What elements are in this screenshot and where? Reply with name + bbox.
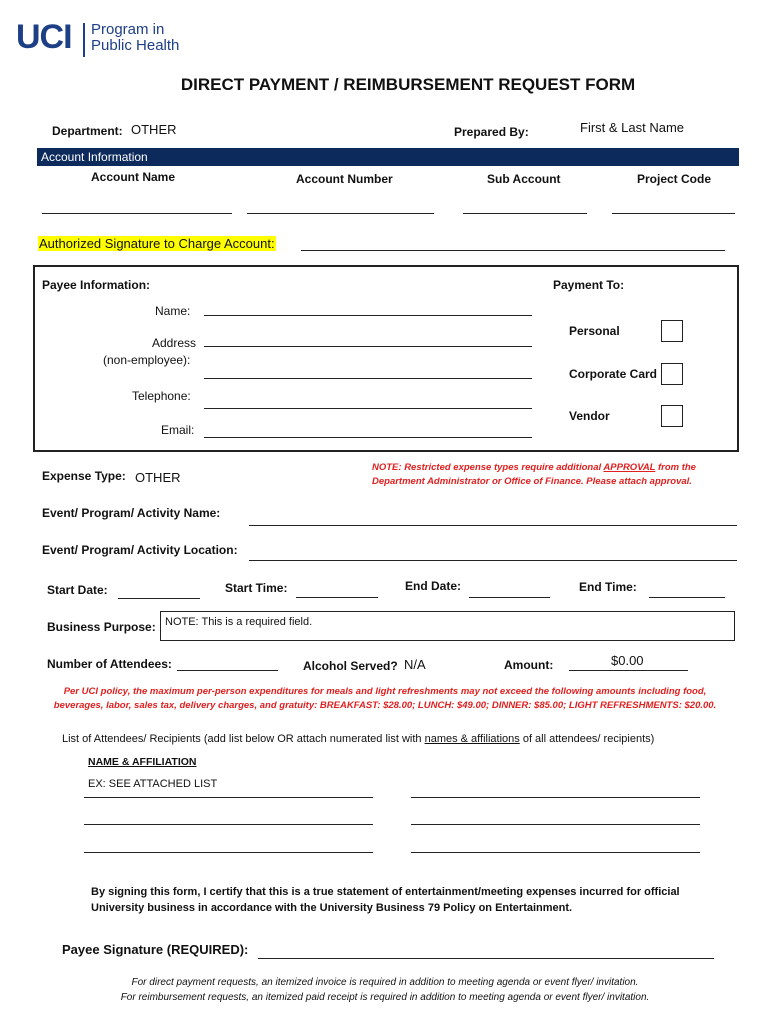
logo-line-2: Public Health	[91, 37, 180, 54]
amount-field-line	[569, 670, 688, 671]
personal-checkbox[interactable]	[661, 320, 683, 342]
certification-line-2: University business in accordance with the University Business 79 Policy on Entertainment.	[91, 902, 573, 914]
restricted-expense-note	[372, 461, 696, 489]
start-time-label: Start Time:	[225, 581, 288, 595]
attendee-line-3-right[interactable]	[411, 852, 700, 853]
attendee-line-1-right[interactable]	[411, 797, 700, 798]
policy-line-1: Per UCI policy, the maximum per-person expenditures for meals and light refreshments may not exceed the following amounts including food,	[63, 686, 707, 697]
restricted-note-line-2: Department Administrator or Office of Finance. Please attach approval.	[372, 476, 692, 487]
event-name-field[interactable]	[249, 525, 737, 526]
corporate-card-checkbox[interactable]	[661, 363, 683, 385]
note-approval: APPROVAL	[603, 462, 656, 473]
list-text-underlined: names & affiliations	[424, 733, 520, 745]
payee-signature-label: Payee Signature (REQUIRED):	[62, 942, 249, 957]
account-number-field[interactable]	[247, 213, 434, 214]
logo-program-text	[91, 22, 179, 54]
project-code-field[interactable]	[612, 213, 735, 214]
certification-line-1: By signing this form, I certify that this is a true statement of entertainment/meeting expenses incurred for official	[91, 886, 680, 898]
payee-signature-field[interactable]	[258, 958, 714, 959]
attendee-line-3-left[interactable]	[84, 852, 373, 853]
end-time-label: End Time:	[579, 580, 637, 594]
amount-value[interactable]: $0.00	[611, 653, 644, 668]
note-text-pre: NOTE: Restricted expense types require additional	[372, 462, 604, 473]
name-affiliation-header: NAME & AFFILIATION	[88, 756, 197, 768]
payee-telephone-label: Telephone:	[132, 389, 191, 403]
attendee-line-2-left[interactable]	[84, 824, 373, 825]
payment-option-corporate-label: Corporate Card	[569, 367, 658, 381]
authorized-signature-field[interactable]	[301, 250, 725, 251]
payee-address-field-2[interactable]	[204, 378, 532, 379]
alcohol-served-label: Alcohol Served?	[303, 659, 398, 673]
amount-label: Amount:	[504, 658, 554, 672]
business-purpose-field[interactable]: NOTE: This is a required field.	[160, 611, 735, 641]
expense-type-field[interactable]: OTHER	[135, 470, 181, 485]
footer-line-1: For direct payment requests, an itemized invoice is required in addition to meeting agenda or event flyer/ invitation.	[131, 977, 639, 988]
certification-statement	[91, 884, 680, 916]
attendee-entry[interactable]: EX: SEE ATTACHED LIST	[88, 778, 218, 790]
start-time-field[interactable]	[296, 597, 378, 598]
uci-policy-note	[0, 685, 770, 713]
authorized-signature-label: Authorized Signature to Charge Account:	[39, 236, 275, 251]
department-label: Department:	[52, 124, 123, 138]
footer-line-2: For reimbursement requests, an itemized paid receipt is required in addition to meeting agenda or event flyer/ invitation.	[120, 992, 650, 1003]
list-text-pre: List of Attendees/ Recipients (add list below OR attach numerated list with	[62, 733, 425, 745]
prepared-by-label: Prepared By:	[454, 125, 529, 139]
event-name-label: Event/ Program/ Activity Name:	[42, 506, 221, 520]
attendee-line-1-left[interactable]	[84, 797, 373, 798]
prepared-by-field[interactable]: First & Last Name	[580, 120, 685, 135]
end-date-field[interactable]	[469, 597, 550, 598]
number-of-attendees-label: Number of Attendees:	[47, 657, 172, 671]
sub-account-field[interactable]	[463, 213, 587, 214]
event-location-field[interactable]	[249, 560, 737, 561]
account-name-header: Account Name	[91, 170, 176, 184]
project-code-header: Project Code	[637, 172, 712, 186]
expense-type-label: Expense Type:	[42, 469, 126, 483]
uci-logo-mark: UCI	[16, 18, 72, 56]
account-number-header: Account Number	[296, 172, 393, 186]
list-text-post: of all attendees/ recipients)	[519, 733, 655, 745]
logo-divider	[83, 23, 85, 57]
sub-account-header: Sub Account	[487, 172, 561, 186]
end-date-label: End Date:	[405, 579, 462, 593]
payment-option-vendor-label: Vendor	[569, 409, 610, 423]
note-text-mid: from the	[655, 462, 696, 473]
business-purpose-label: Business Purpose:	[47, 620, 156, 634]
payee-address-sublabel: (non-employee):	[103, 353, 191, 367]
payment-option-personal-label: Personal	[569, 324, 620, 338]
policy-line-2: beverages, labor, sales tax, delivery charges, and gratuity: BREAKFAST: $28.00; LUNCH: $49.00; DINNER: $85.00; LIGHT REFRESHMENTS: $20.00.	[53, 700, 717, 711]
form-title: DIRECT PAYMENT / REIMBURSEMENT REQUEST FORM	[180, 75, 636, 94]
account-information-bar: Account Information	[37, 148, 739, 166]
vendor-checkbox[interactable]	[661, 405, 683, 427]
payee-name-field[interactable]	[204, 315, 532, 316]
attendee-line-2-right[interactable]	[411, 824, 700, 825]
alcohol-served-field[interactable]: N/A	[404, 657, 426, 672]
payment-to-heading: Payment To:	[553, 278, 625, 292]
payee-information-heading: Payee Information:	[42, 278, 151, 292]
start-date-field[interactable]	[118, 598, 200, 599]
payee-email-field[interactable]	[204, 437, 532, 438]
payee-name-label: Name:	[155, 304, 191, 318]
payee-email-label: Email:	[161, 423, 195, 437]
restricted-note-line-1	[372, 461, 696, 475]
account-name-field[interactable]	[42, 213, 232, 214]
attendee-list-instructions	[62, 733, 654, 745]
end-time-field[interactable]	[649, 597, 725, 598]
event-location-label: Event/ Program/ Activity Location:	[42, 543, 238, 557]
payee-address-field-1[interactable]	[204, 346, 532, 347]
logo-line-1: Program in	[91, 21, 165, 38]
start-date-label: Start Date:	[47, 583, 108, 597]
payee-telephone-field[interactable]	[204, 408, 532, 409]
number-of-attendees-field[interactable]	[177, 670, 278, 671]
footer-notes	[0, 975, 770, 1005]
payee-address-label: Address	[152, 336, 197, 350]
department-field[interactable]: OTHER	[131, 122, 177, 137]
